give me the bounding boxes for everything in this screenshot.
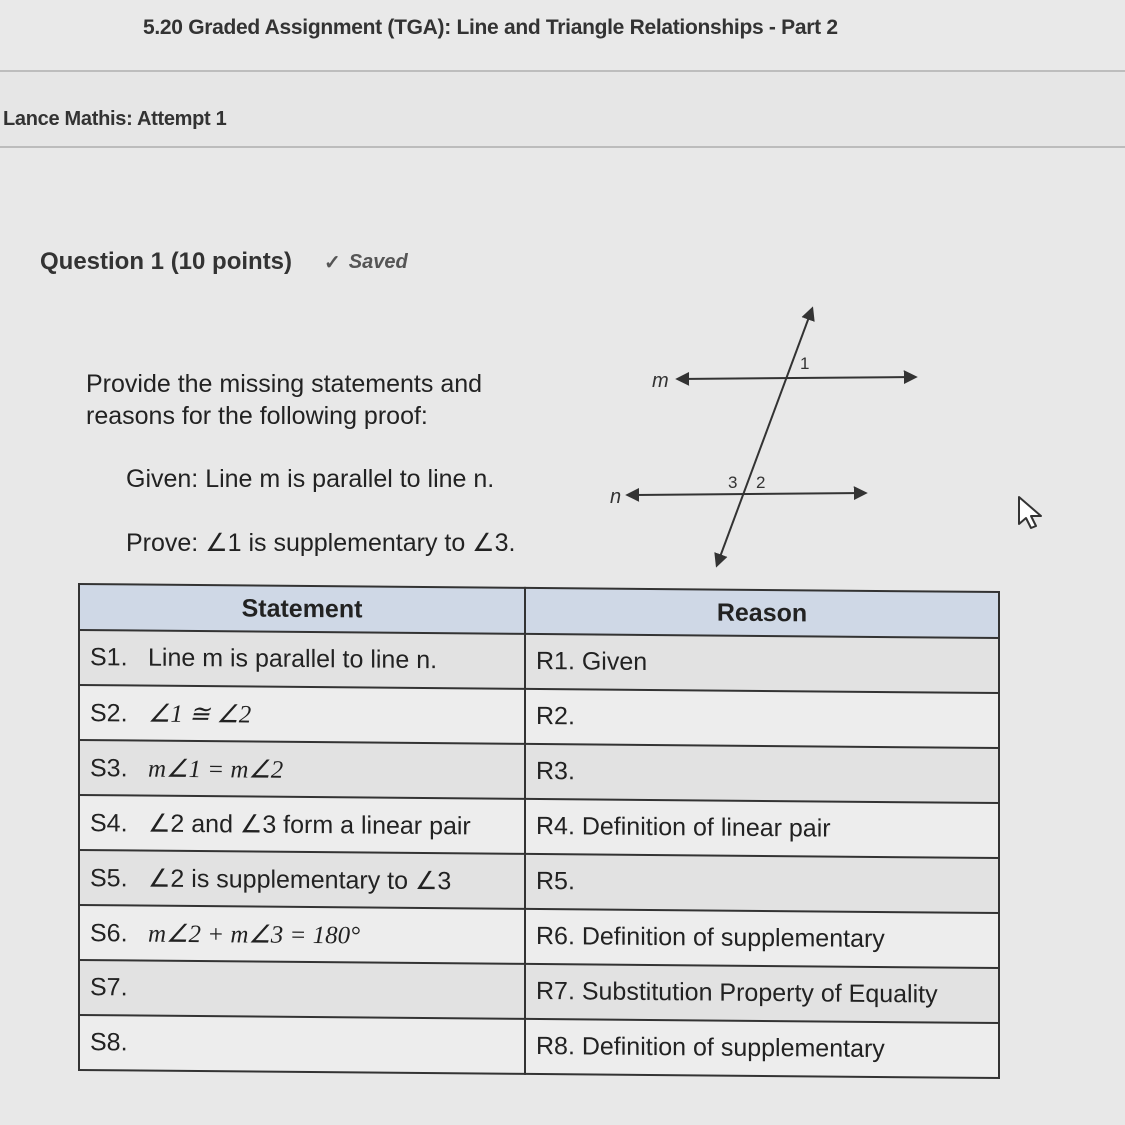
- top-bar: [0, 0, 1125, 72]
- question-prompt: Provide the missing statements and reasons for the following proof:: [86, 370, 483, 430]
- attempt-label: Lance Mathis: Attempt 1: [3, 108, 227, 130]
- transversal: [717, 309, 812, 565]
- prove-statement: Prove: ∠1 is supplementary to ∠3.: [126, 529, 516, 557]
- statement-label: S6.: [90, 918, 128, 947]
- angle-1-label: 1: [800, 354, 810, 373]
- statement-text: ∠2 and ∠3 form a linear pair: [148, 809, 471, 840]
- reason-cell: R4. Definition of linear pair: [525, 799, 999, 858]
- assignment-title: 5.20 Graded Assignment (TGA): Line and Triangle Relationships - Part 2: [143, 16, 838, 39]
- table-row: [79, 740, 999, 803]
- reason-header: Reason: [525, 588, 999, 638]
- statement-label: S2.: [90, 698, 128, 727]
- check-icon: ✓: [324, 251, 341, 274]
- statement-label: S1.: [90, 643, 128, 672]
- statement-text: m∠2 + m∠3 = 180°: [148, 920, 361, 949]
- reason-cell[interactable]: R5.: [525, 854, 999, 913]
- statement-label: S5.: [90, 863, 128, 892]
- statement-cell: [79, 685, 525, 744]
- line-n: [628, 493, 865, 495]
- line-m-label: m: [652, 370, 669, 392]
- angle-3-label: 3: [728, 473, 738, 492]
- reason-cell: R1. Given: [525, 634, 999, 693]
- question-header: [40, 248, 408, 276]
- statement-text: ∠1 ≅ ∠2: [148, 700, 252, 729]
- line-n-label: n: [610, 486, 622, 508]
- statement-cell[interactable]: [79, 1015, 525, 1074]
- statement-cell: [79, 630, 525, 689]
- table-row: [79, 850, 999, 913]
- table-row: [79, 630, 999, 693]
- statement-cell[interactable]: [79, 960, 525, 1019]
- table-row: [79, 795, 999, 858]
- statement-label: S4.: [90, 808, 128, 837]
- statement-cell: [79, 905, 525, 964]
- table-row: [79, 905, 999, 968]
- reason-cell: R8. Definition of supplementary: [525, 1019, 999, 1078]
- table-row: [79, 1015, 999, 1078]
- statement-label: S7.: [90, 973, 128, 1002]
- reason-cell: R6. Definition of supplementary: [525, 909, 999, 968]
- given-statement: Given: Line m is parallel to line n.: [126, 465, 495, 493]
- reason-cell[interactable]: R2.: [525, 689, 999, 748]
- question-title: Question 1 (10 points): [40, 248, 293, 275]
- proof-table: [78, 583, 1000, 1079]
- saved-label: Saved: [348, 250, 408, 273]
- mouse-pointer-icon: [1016, 494, 1046, 530]
- table-row: [79, 960, 999, 1023]
- line-m: [678, 377, 915, 379]
- parallel-lines-diagram: [590, 295, 930, 575]
- statement-cell: [79, 795, 525, 854]
- statement-cell: [79, 850, 525, 909]
- attempt-bar: [0, 72, 1125, 148]
- statement-text: m∠1 = m∠2: [148, 755, 284, 784]
- statement-text: Line m is parallel to line n.: [148, 643, 438, 675]
- saved-status: [324, 250, 408, 275]
- statement-label: S8.: [90, 1028, 128, 1057]
- statement-text: ∠2 is supplementary to ∠3: [148, 864, 452, 895]
- reason-cell: R7. Substitution Property of Equality: [525, 964, 999, 1023]
- angle-2-label: 2: [756, 473, 766, 492]
- table-row: [79, 685, 999, 748]
- statement-header: Statement: [79, 584, 525, 634]
- statement-label: S3.: [90, 753, 128, 782]
- reason-cell[interactable]: R3.: [525, 744, 999, 803]
- statement-cell: [79, 740, 525, 799]
